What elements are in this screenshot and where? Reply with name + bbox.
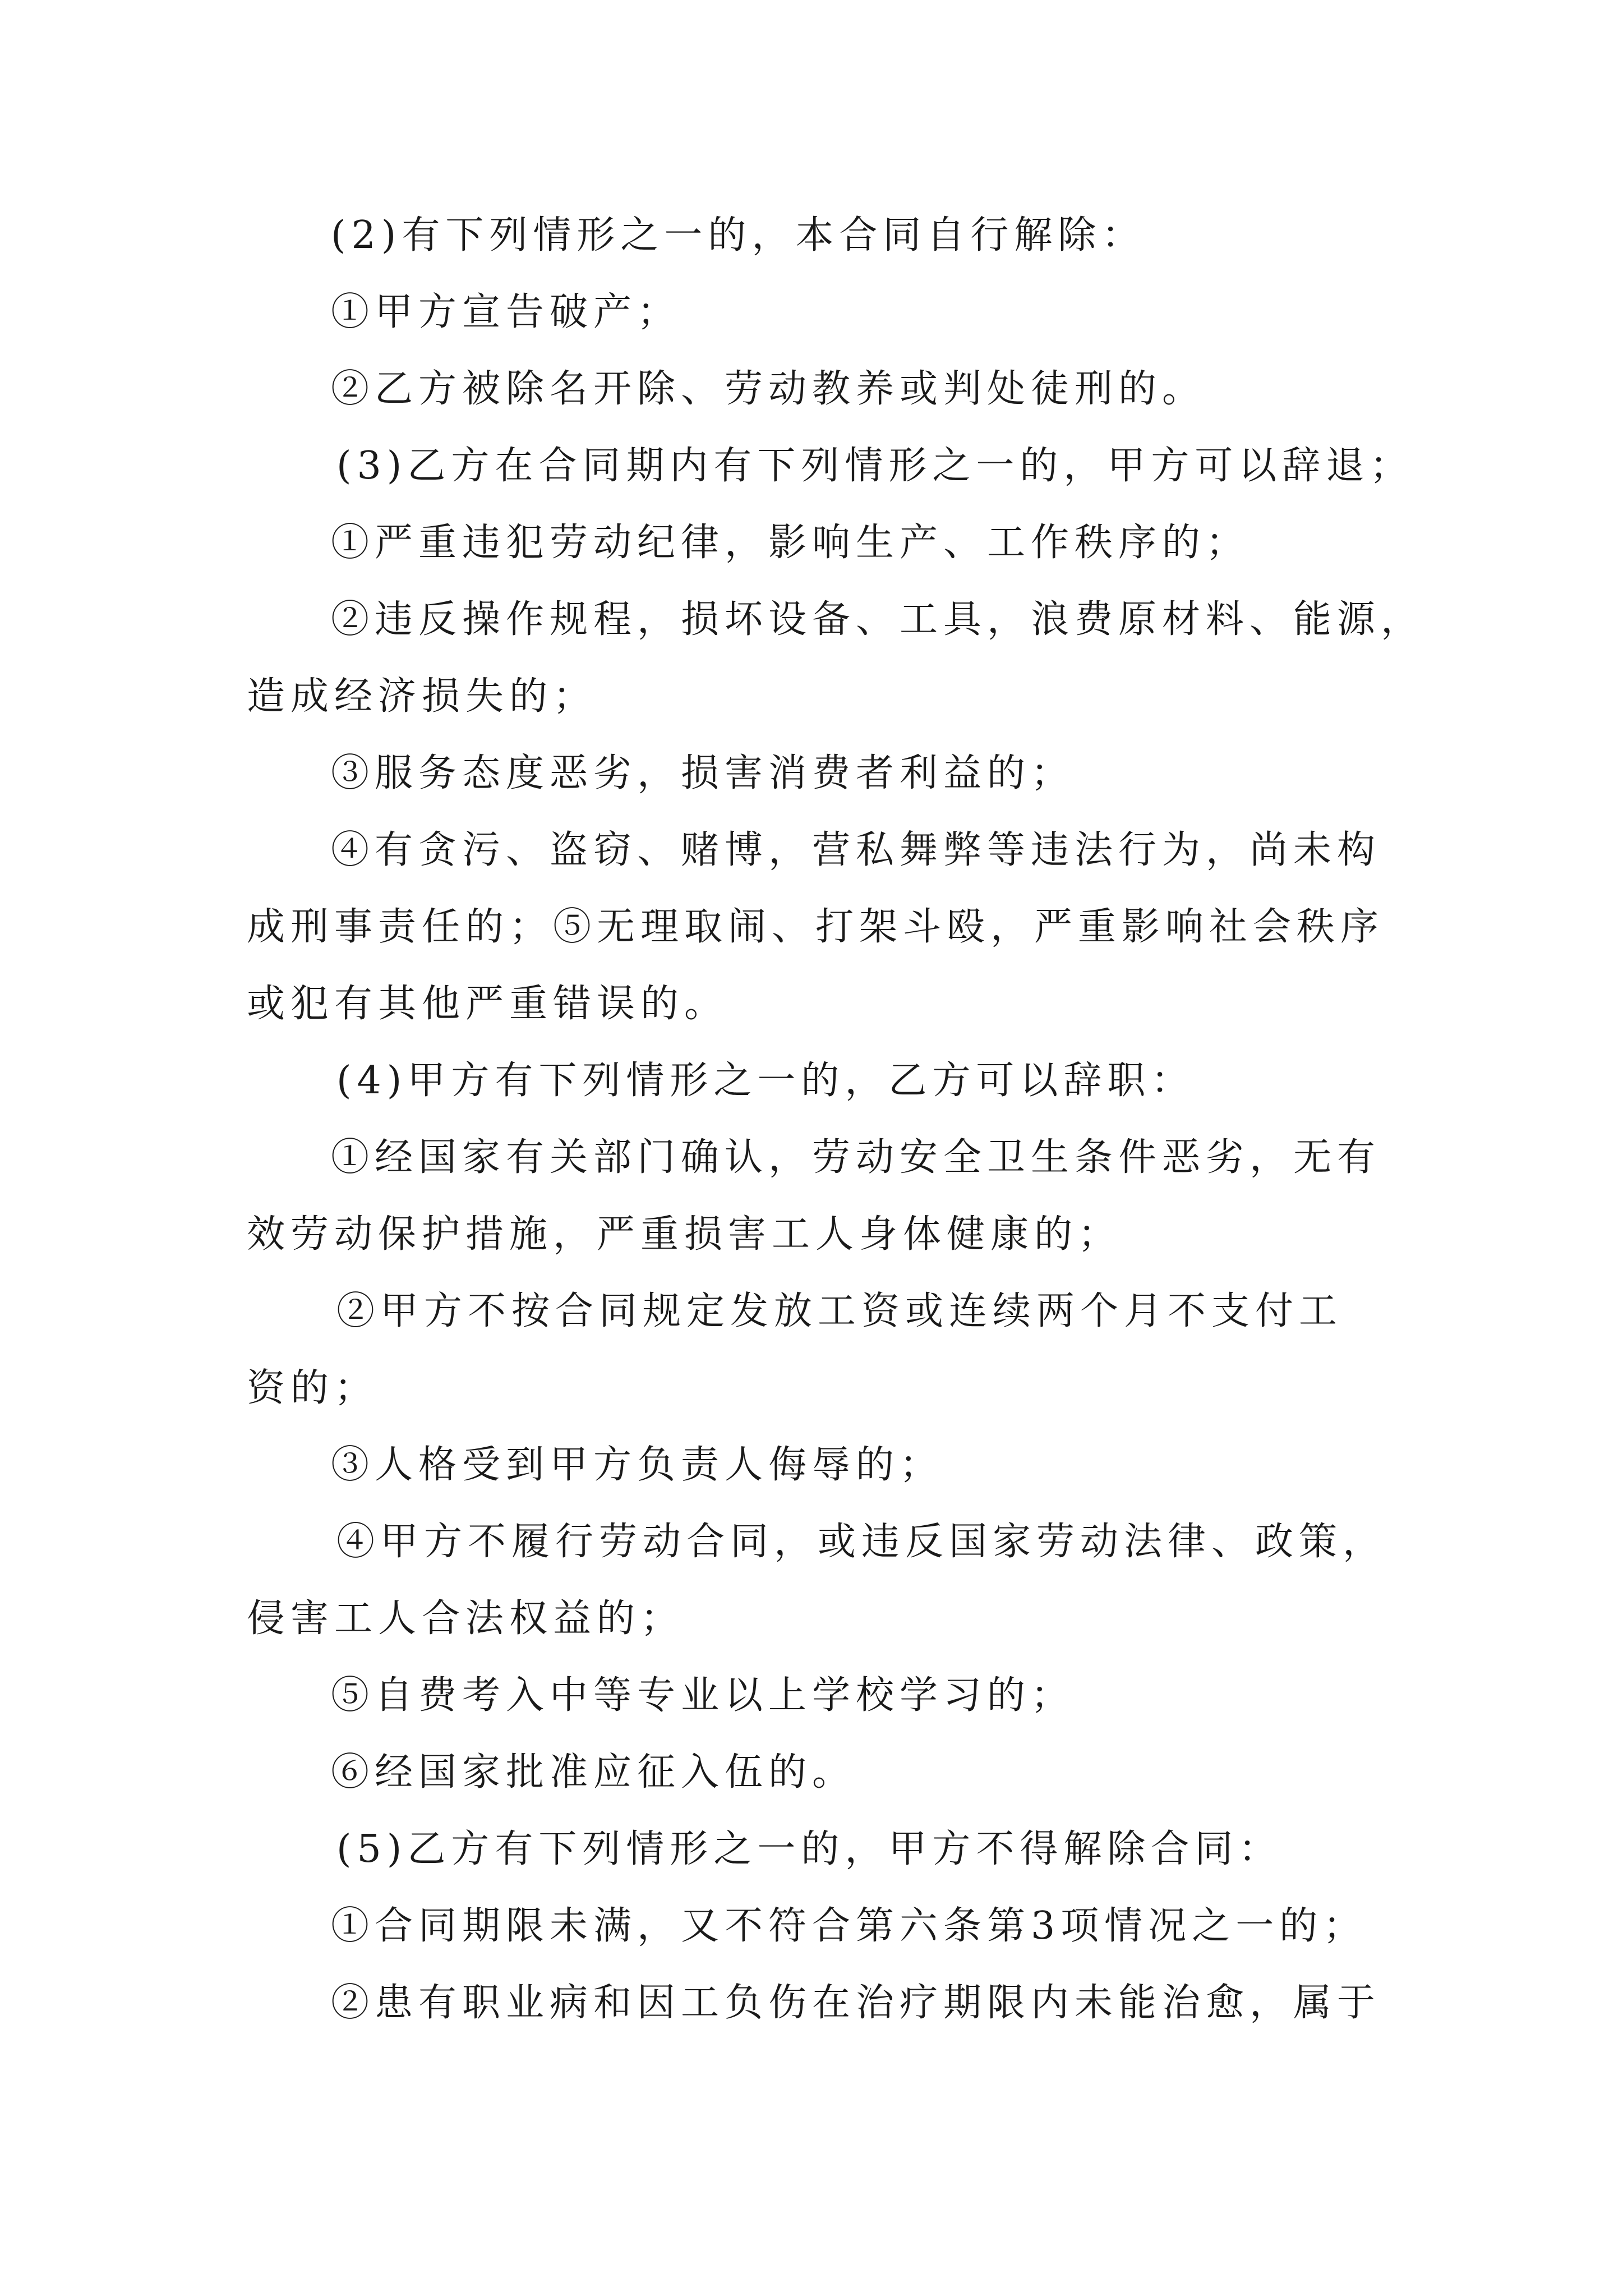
clause-5-item-1: ①合同期限未满，又不符合第六条第3项情况之一的；: [331, 1904, 1367, 1948]
clause-2-item-2: ②乙方被除名开除、劳动教养或判处徒刑的。: [331, 367, 1206, 411]
clause-4-item-2: ②甲方不按合同规定发放工资或连续两个月不支付工: [336, 1289, 1343, 1333]
clause-3-item-2: ②违反操作规程，损坏设备、工具，浪费原材料、能源，: [331, 597, 1425, 642]
clause-3-item-2-cont: 造成经济损失的；: [247, 674, 597, 719]
clause-3-item-4: ④有贪污、盗窃、赌博，营私舞弊等违法行为，尚未构: [331, 828, 1381, 872]
clause-3-item-4-cont: 成刑事责任的；⑤无理取闹、打架斗殴，严重影响社会秩序: [247, 905, 1385, 949]
clause-4-item-2-cont: 资的；: [247, 1366, 379, 1410]
clause-4-item-3: ③人格受到甲方负责人侮辱的；: [331, 1443, 944, 1487]
clause-3-heading: (3)乙方在合同期内有下列情形之一的，甲方可以辞退；: [336, 444, 1414, 488]
clause-5-item-2: ②患有职业病和因工负伤在治疗期限内未能治愈，属于: [331, 1981, 1381, 2025]
clause-3-item-1: ①严重违犯劳动纪律，影响生产、工作秩序的；: [331, 521, 1250, 565]
clause-4-item-6: ⑥经国家批准应征入伍的。: [331, 1750, 856, 1795]
clause-2-heading: (2)有下列情形之一的，本合同自行解除：: [331, 213, 1146, 257]
clause-4-item-1: ①经国家有关部门确认，劳动安全卫生条件恶劣，无有: [331, 1135, 1381, 1180]
clause-4-item-4-cont: 侵害工人合法权益的；: [247, 1596, 685, 1641]
clause-3-item-3: ③服务态度恶劣，损害消费者利益的；: [331, 751, 1075, 795]
clause-4-item-4: ④甲方不履行劳动合同，或违反国家劳动法律、政策，: [336, 1520, 1387, 1564]
clause-5-heading: (5)乙方有下列情形之一的，甲方不得解除合同：: [336, 1827, 1283, 1871]
clause-4-item-5: ⑤自费考入中等专业以上学校学习的；: [331, 1673, 1075, 1718]
clause-4-item-1-cont: 效劳动保护措施，严重损害工人身体健康的；: [247, 1212, 1122, 1257]
clause-3-item-5-cont: 或犯有其他严重错误的。: [247, 982, 728, 1026]
clause-4-heading: (4)甲方有下列情形之一的，乙方可以辞职：: [336, 1059, 1195, 1103]
clause-2-item-1: ①甲方宣告破产；: [331, 290, 681, 334]
